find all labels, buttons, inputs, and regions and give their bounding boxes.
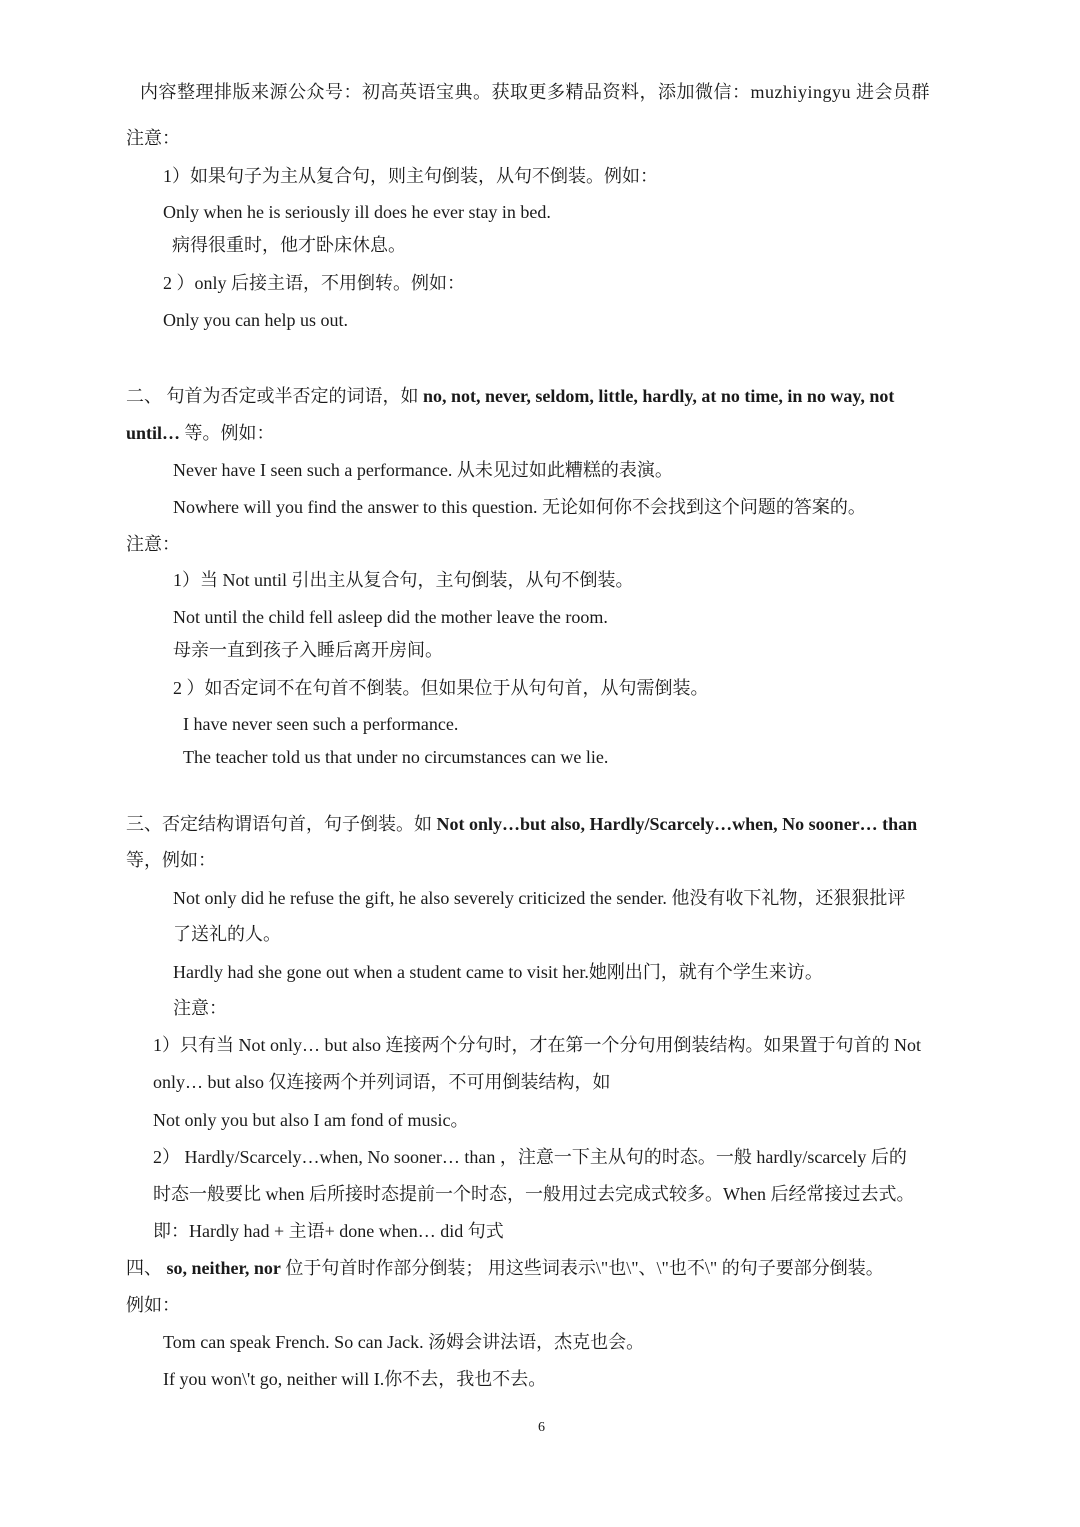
heading-keywords: so, neither, nor bbox=[166, 1258, 281, 1278]
note-item: 2 ）only 后接主语，不用倒转。例如： bbox=[163, 273, 465, 293]
note-item: 1）当 Not until 引出主从复合句，主句倒装，从句不倒装。 bbox=[173, 570, 634, 590]
example-translation: 母亲一直到孩子入睡后离开房间。 bbox=[173, 640, 443, 660]
note-label: 注意： bbox=[173, 998, 227, 1018]
example-sentence: Never have I seen such a performance. 从未见过如此糟糕的表演。 bbox=[173, 460, 673, 480]
note-label: 注意： bbox=[126, 128, 180, 148]
example-sentence: Not only did he refuse the gift, he also severely criticized the sender. 他没有收下礼物，还狠狠批评 bbox=[173, 888, 906, 908]
heading-keywords: until… bbox=[126, 423, 181, 443]
section-heading bbox=[126, 812, 917, 836]
note-item-cont: only… but also 仅连接两个并列词语，不可用倒装结构，如 bbox=[153, 1072, 611, 1092]
section-heading bbox=[126, 1256, 884, 1280]
heading-text: 三、否定结构谓语句首，句子倒装。如 bbox=[126, 814, 432, 834]
heading-keywords: Not only…but also, Hardly/Scarcely…when, No sooner… than bbox=[436, 814, 918, 834]
heading-text: 等。例如： bbox=[184, 423, 275, 443]
note-item-cont: 即：Hardly had + 主语+ done when… did 句式 bbox=[153, 1221, 504, 1241]
heading-keywords: no, not, never, seldom, little, hardly, at no time, in no way, not bbox=[423, 386, 895, 406]
example-sentence-cont: 了送礼的人。 bbox=[173, 924, 281, 944]
example-sentence: Only when he is seriously ill does he ever stay in bed. bbox=[163, 202, 551, 222]
note-item: 1）如果句子为主从复合句，则主句倒装，从句不倒装。例如： bbox=[163, 166, 658, 186]
note-item: 2） Hardly/Scarcely…when, No sooner… than ，注意一下主从句的时态。一般 hardly/scarcely 后的 bbox=[153, 1147, 907, 1167]
example-translation: 病得很重时，他才卧床休息。 bbox=[172, 235, 406, 255]
heading-text: 位于句首时作部分倒装； 用这些词表示\"也\"、\"也不\" 的句子要部分倒装。 bbox=[285, 1258, 884, 1278]
section-heading-cont bbox=[126, 421, 275, 445]
note-item-cont: 时态一般要比 when 后所接时态提前一个时态，一般用过去完成式较多。When 后经常接过去式。 bbox=[153, 1184, 915, 1204]
example-sentence: The teacher told us that under no circumstances can we lie. bbox=[183, 747, 609, 767]
example-sentence: Hardly had she gone out when a student came to visit her.她刚出门，就有个学生来访。 bbox=[173, 962, 823, 982]
note-label: 注意： bbox=[126, 534, 180, 554]
example-sentence: Not only you but also I am fond of music。 bbox=[153, 1110, 469, 1130]
note-item: 2 ）如否定词不在句首不倒装。但如果位于从句句首，从句需倒装。 bbox=[173, 678, 709, 698]
section-heading-cont: 例如： bbox=[126, 1295, 180, 1315]
example-sentence: If you won\'t go, neither will I.你不去，我也不去。 bbox=[163, 1369, 547, 1389]
example-sentence: Only you can help us out. bbox=[163, 310, 348, 330]
heading-text: 二、 句首为否定或半否定的词语，如 bbox=[126, 386, 419, 406]
note-item: 1）只有当 Not only… but also 连接两个分句时，才在第一个分句用倒装结构。如果置于句首的 Not bbox=[153, 1035, 921, 1055]
example-sentence: Nowhere will you find the answer to this question. 无论如何你不会找到这个问题的答案的。 bbox=[173, 497, 866, 517]
section-heading bbox=[126, 384, 894, 408]
section-heading-cont: 等，例如： bbox=[126, 850, 216, 870]
page-header: 内容整理排版来源公众号：初高英语宝典。获取更多精品资料，添加微信：muzhiyingyu 进会员群 bbox=[140, 82, 930, 102]
example-sentence: I have never seen such a performance. bbox=[183, 714, 459, 734]
example-sentence: Not until the child fell asleep did the mother leave the room. bbox=[173, 607, 608, 627]
example-sentence: Tom can speak French. So can Jack. 汤姆会讲法语，杰克也会。 bbox=[163, 1332, 645, 1352]
heading-text: 四、 bbox=[126, 1258, 162, 1278]
page-number: 6 bbox=[538, 1420, 545, 1435]
